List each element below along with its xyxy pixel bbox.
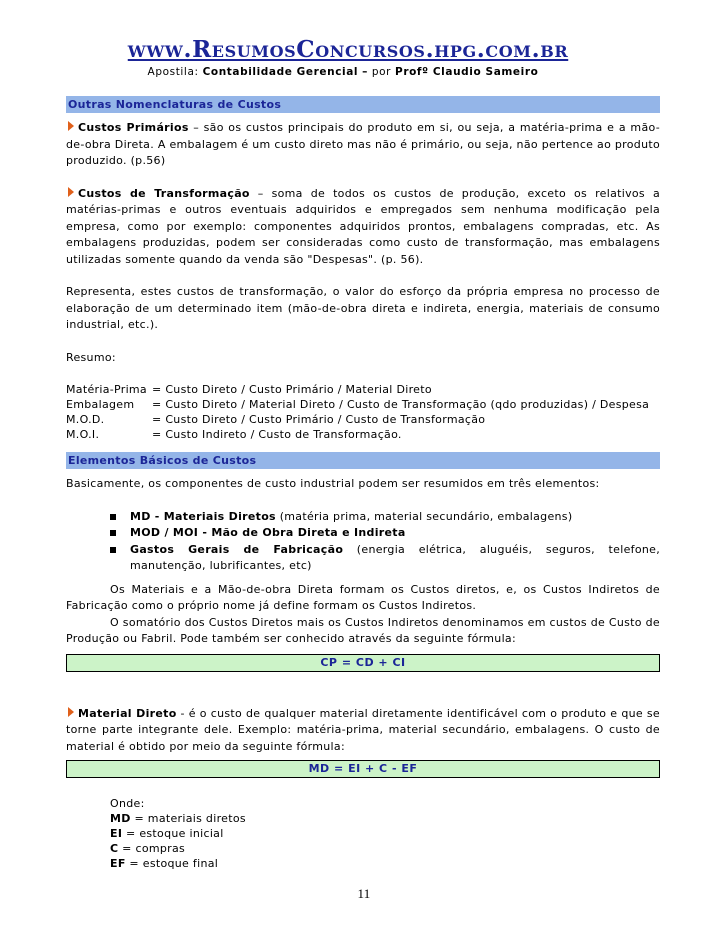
list-item (110, 509, 660, 526)
text-custos-primarios: – são os custos principais do produto em si, ou seja, a matéria-prima e a mão-de-obra Direta. A embalagem é um custo direto mas não é primário, ou seja, não pertence ao produto produzido. (p.56) (66, 121, 660, 167)
arrow-bullet-icon (68, 707, 74, 717)
list-item (110, 542, 660, 575)
legend-key: MD (110, 812, 131, 825)
resumo-label: Resumo: (66, 350, 116, 364)
legend-key: C (110, 842, 119, 855)
course-name: Contabilidade Gerencial (202, 66, 359, 78)
square-bullet-icon (110, 530, 116, 536)
resumo-key: Embalagem (66, 398, 135, 411)
resumo-value: = Custo Direto / Custo Primário / Custo de Transformação (152, 413, 486, 426)
arrow-bullet-icon (68, 121, 74, 131)
list-item (110, 525, 660, 542)
paragraph-custos-transformacao (66, 186, 660, 269)
list-item-text: (matéria prima, material secundário, embalagens) (275, 509, 573, 523)
paragraph-somatorio: O somatório dos Custos Diretos mais os Custos Indiretos denominamos em custos de Custo de Produção ou Fabril. Pode também ser conhecido através da seguinte fórmula: (66, 615, 660, 645)
legend-item (110, 841, 660, 856)
list-item-text: (energia elétrica, aluguéis, seguros, telefone, manutenção, lubrificantes, etc) (130, 542, 661, 572)
paragraph-custos-primarios (66, 120, 660, 170)
por-label: por (371, 66, 392, 78)
legend-item (110, 811, 660, 826)
legend-value: = compras (118, 842, 186, 855)
resumo-row (66, 397, 649, 412)
text-custos-transformacao: – soma de todos os custos de produção, exceto os relativos a matérias-primas e outros eventuais adquiridos e empregados sem nenhuma modificação pela empresa, como por exemplo: componentes adquiridos prontos, embalagens compradas, etc. As embalagens produzidas, podem ser consideradas como custo de transformação, mas embalagens utilizadas somente quando da venda são "Despesas". (p. 56). (66, 186, 660, 266)
legend-value: = estoque final (125, 857, 219, 870)
page-number: 11 (357, 886, 371, 901)
legend-value: = estoque inicial (122, 827, 224, 840)
resumo-value: = Custo Direto / Custo Primário / Material Direto (152, 383, 432, 396)
site-title[interactable]: www.ResumosConcursos.hpg.com.br (127, 36, 569, 63)
legend-item (110, 856, 660, 871)
list-item-term: MD - Materiais Diretos (130, 509, 276, 523)
resumo-row (66, 412, 649, 427)
paragraph-representa: Representa, estes custos de transformação, o valor do esforço da própria empresa no processo de elaboração de um determinado item (mão-de-obra direta e indireta, energia, materiais de consumo industrial, etc.). (66, 285, 660, 331)
document-page (66, 38, 660, 871)
onde-label: Onde: (110, 797, 145, 810)
list-item-term: Gastos Gerais de Fabricação (130, 542, 344, 556)
section-heading-nomenclaturas: Outras Nomenclaturas de Custos (66, 96, 660, 113)
formula-md: MD = EI + C - EF (66, 760, 660, 778)
resumo-table (66, 382, 649, 442)
header-subtitle (26, 66, 660, 78)
resumo-key: M.O.I. (66, 428, 100, 441)
paragraph-material-direto (66, 706, 660, 756)
resumo-row (66, 427, 649, 442)
header-dash: – (362, 66, 368, 78)
resumo-value: = Custo Indireto / Custo de Transformação. (152, 428, 402, 441)
resumo-key: Matéria-Prima (66, 383, 147, 396)
legend-key: EF (110, 857, 126, 870)
resumo-row (66, 382, 649, 397)
term-custos-transformacao: Custos de Transformação (78, 186, 250, 200)
term-material-direto: Material Direto (78, 706, 177, 720)
square-bullet-icon (110, 547, 116, 553)
term-custos-primarios: Custos Primários (78, 121, 189, 134)
formula-cp: CP = CD + CI (66, 654, 660, 672)
legend-value: = materiais diretos (130, 812, 246, 825)
section-heading-elementos: Elementos Básicos de Custos (66, 452, 660, 469)
arrow-bullet-icon (68, 187, 74, 197)
list-item-term: MOD / MOI - Mão de Obra Direta e Indireta (130, 526, 406, 539)
elements-list (66, 509, 660, 575)
square-bullet-icon (110, 514, 116, 520)
resumo-value: = Custo Direto / Material Direto / Custo de Transformação (qdo produzidas) / Despesa (152, 398, 650, 411)
text-material-direto: - é o custo de qualquer material diretamente identificável com o produto e que se torne parte integrante dele. Exemplo: matéria-prima, material secundário, embalagens. O custo de material é obtido por meio da seguinte fórmula: (66, 706, 660, 753)
paragraph-intro-elementos: Basicamente, os componentes de custo industrial podem ser resumidos em três elementos: (66, 477, 600, 490)
author-name: Profº Claudio Sameiro (395, 66, 539, 78)
legend-block (66, 796, 660, 871)
legend-key: EI (110, 827, 123, 840)
apostila-label: Apostila: (147, 66, 199, 78)
resumo-key: M.O.D. (66, 413, 105, 426)
legend-item (110, 826, 660, 841)
paragraph-custos-diretos: Os Materiais e a Mão-de-obra Direta formam os Custos diretos, e, os Custos Indiretos de Fabricação como o próprio nome já define formam os Custos Indiretos. (66, 582, 660, 612)
